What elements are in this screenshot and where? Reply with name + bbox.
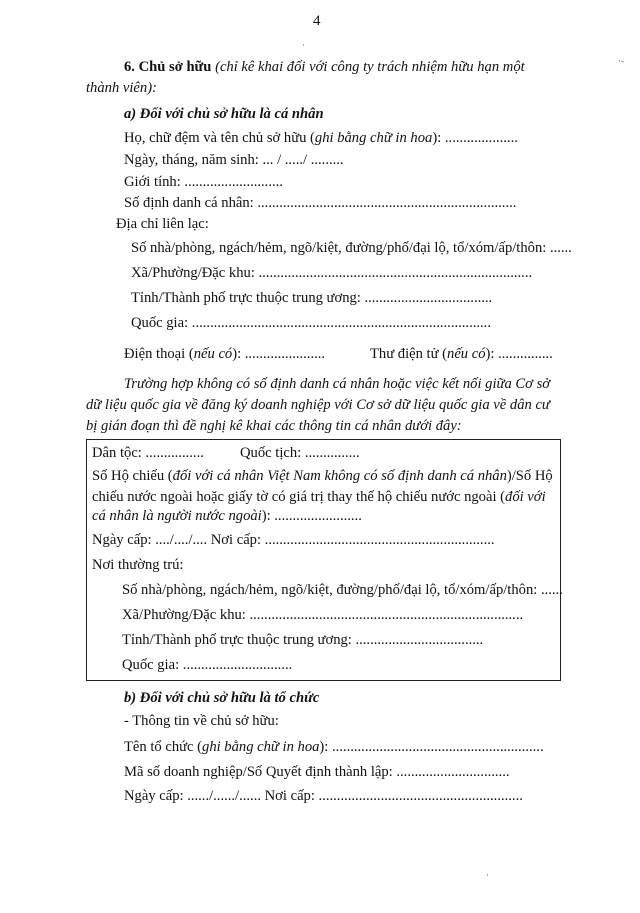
org-issue-date-field: Ngày cấp: ....../....../...... Nơi cấp: ........................................................: [124, 788, 523, 804]
scan-speck: ·: [486, 870, 489, 880]
section-6-note: (chỉ kê khai đối với công ty trách nhiệm hữu hạn một: [215, 59, 525, 75]
residence-house-number-field: Số nhà/phòng, ngách/hẻm, ngõ/kiệt, đường/phố/đại lộ, tổ/xóm/ấp/thôn: ......: [122, 582, 563, 598]
note-paragraph-line-1: Trường hợp không có số định danh cá nhân hoặc việc kết nối giữa Cơ sở: [124, 376, 551, 392]
owner-info-label: - Thông tin về chủ sở hữu:: [124, 713, 279, 729]
email-field: Thư điện tử (nếu có): ...............: [370, 346, 553, 362]
passport-line-2: chiếu nước ngoài hoặc giấy tờ có giá trị thay thế hộ chiếu nước ngoài (đối với: [92, 489, 546, 505]
note-paragraph-line-2: dữ liệu quốc gia về đăng ký doanh nghiệp với Cơ sở dữ liệu quốc gia về dân cư: [86, 397, 550, 413]
owner-gender-field: Giới tính: ...........................: [124, 174, 283, 190]
contact-ward-field: Xã/Phường/Đặc khu: ...........................................................................: [131, 265, 533, 281]
passport-line-3: cá nhân là người nước ngoài): ........................: [92, 508, 362, 524]
passport-issue-date-field: Ngày cấp: ..../..../.... Nơi cấp: ...............................................................: [92, 532, 495, 548]
part-b-title: b) Đối với chủ sở hữu là tổ chức: [124, 690, 320, 706]
owner-fullname-field: Họ, chữ đệm và tên chủ sở hữu (ghi bằng chữ in hoa): ....................: [124, 130, 518, 146]
residence-province-field: Tỉnh/Thành phố trực thuộc trung ương: ...................................: [122, 632, 484, 648]
page-number: 4: [313, 13, 321, 29]
section-6-number: 6.: [124, 59, 135, 75]
section-6-heading: [124, 57, 525, 77]
passport-line-1: Số Hộ chiếu (đối với cá nhân Việt Nam không có số định danh cá nhân)/Số Hộ: [92, 468, 553, 484]
note-paragraph-line-3: bị gián đoạn thì đề nghị kê khai các thông tin cá nhân dưới đây:: [86, 418, 462, 434]
enterprise-code-field: Mã số doanh nghiệp/Số Quyết định thành lập: ...............................: [124, 764, 510, 780]
contact-province-field: Tỉnh/Thành phố trực thuộc trung ương: ...................................: [131, 290, 493, 306]
owner-dob-field: Ngày, tháng, năm sinh: ... / ...../ .........: [124, 152, 344, 168]
contact-country-field: Quốc gia: ..................................................................................: [131, 315, 491, 331]
scan-speck: ·‐: [618, 56, 624, 66]
contact-address-label: Địa chỉ liên lạc:: [116, 216, 209, 232]
contact-house-number-field: Số nhà/phòng, ngách/hẻm, ngõ/kiệt, đường/phố/đại lộ, tổ/xóm/ấp/thôn: ......: [131, 240, 572, 256]
residence-country-field: Quốc gia: ..............................: [122, 657, 293, 673]
part-a-title: a) Đối với chủ sở hữu là cá nhân: [124, 106, 324, 122]
nationality-field: Quốc tịch: ...............: [240, 445, 360, 461]
org-name-field: Tên tổ chức (ghi bằng chữ in hoa): ..........................................................: [124, 739, 544, 755]
section-6-title: Chủ sở hữu: [138, 59, 212, 75]
owner-id-number-field: Số định danh cá nhân: .......................................................................: [124, 195, 517, 211]
scan-speck: ·: [302, 40, 305, 50]
phone-field: Điện thoại (nếu có): ......................: [124, 346, 326, 362]
permanent-residence-label: Nơi thường trú:: [92, 557, 184, 573]
ethnicity-field: Dân tộc: ................: [92, 445, 204, 461]
residence-ward-field: Xã/Phường/Đặc khu: ...........................................................................: [122, 607, 524, 623]
section-6-note-cont: thành viên):: [86, 80, 157, 96]
